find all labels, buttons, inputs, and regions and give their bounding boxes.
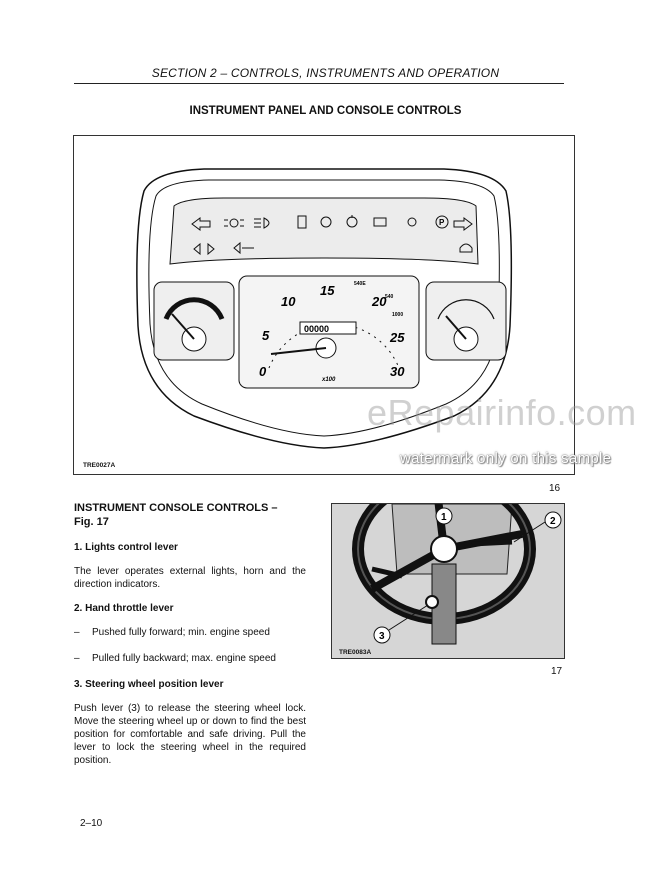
callout-2: 2 [550,516,556,527]
watermark-note: watermark only on this sample [400,450,612,467]
speed-mark-30: 30 [390,364,405,379]
console-heading-line1: INSTRUMENT CONSOLE CONTROLS – [74,502,278,514]
item-3-title: 3. Steering wheel position lever [74,679,224,690]
svg-text:P: P [439,218,445,227]
rpm-mark-540e: 540E [354,281,366,287]
item-2-bullet-1: Pushed fully forward; min. engine speed [92,627,270,638]
steering-hub [431,536,457,562]
column-lever[interactable] [426,596,438,608]
panel-figure-number: 16 [549,483,561,494]
bullet-dash: – [74,627,80,638]
bullet-dash: – [74,653,80,664]
rpm-mark-1000: 1000 [392,312,404,318]
steering-wheel-figure [331,503,565,659]
watermark-main: eRepairinfo.com [367,392,637,433]
throttle-lever[interactable] [472,542,512,544]
page-number: 2–10 [80,818,103,829]
item-2-title: 2. Hand throttle lever [74,603,174,614]
panel-figure-code: TRE0027A [83,462,116,469]
section-header: SECTION 2 – CONTROLS, INSTRUMENTS AND OPERATION [151,66,500,80]
rpm-mark-540: 540 [385,294,394,300]
warning-light-strip [170,198,478,264]
steering-figure-number: 17 [551,666,563,677]
steering-wheel-drawing [332,504,564,658]
item-1-title: 1. Lights control lever [74,542,178,553]
item-2-bullet-2: Pulled fully backward; max. engine speed [92,653,276,664]
callout-3: 3 [379,631,385,642]
header-rule [74,83,564,84]
console-heading-line2: Fig. 17 [74,516,109,528]
panel-title: INSTRUMENT PANEL AND CONSOLE CONTROLS [189,105,462,117]
item-1-text: The lever operates external lights, horn and the direction indicators. [74,566,306,590]
speed-mark-20: 20 [372,294,387,309]
speed-mark-0: 0 [259,364,267,379]
item-3-text: Push lever (3) to release the steering wheel lock. Move the steering wheel up or down to find the best position for comfortable and safe driving. Pull the lever to lock the steering wheel in the required position. [74,703,306,766]
odometer: 00000 [304,324,330,334]
steering-figure-code: TRE0083A [339,649,372,656]
speed-mark-25: 25 [390,330,405,345]
speed-mark-10: 10 [281,294,296,309]
callout-1: 1 [441,512,447,523]
console-heading [74,501,314,529]
speed-mark-5: 5 [262,328,270,343]
tacho-multiplier: x100 [322,377,336,383]
speed-mark-15: 15 [320,283,335,298]
